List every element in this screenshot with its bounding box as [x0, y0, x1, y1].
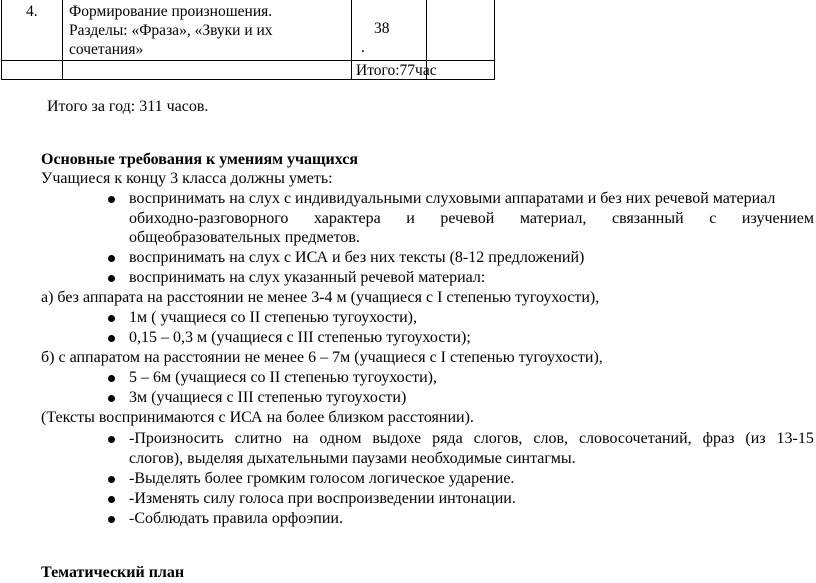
bullet-icon [108, 255, 115, 262]
item-a: а) без аппарата на расстоянии не менее 3-4 м (учащиеся с I степенью тугоухости), [41, 289, 600, 306]
bullet-icon [108, 315, 115, 322]
next-section-title: Тематический план [41, 564, 185, 581]
row-hours-dot: . [361, 39, 365, 56]
bullet-icon [108, 335, 115, 342]
word: выдохе [372, 430, 422, 447]
requirement-text-justified [129, 209, 814, 229]
table-col-line [351, 0, 352, 80]
word: (из [745, 430, 766, 447]
skill-text: -Изменять силу голоса при воспроизведении интонации. [129, 490, 516, 507]
word: словосочетаний, [578, 430, 692, 447]
row-title-line: сочетания» [69, 41, 144, 58]
skill-text: -Выделять более громким голосом логическое ударение. [129, 470, 515, 487]
intro-text: Учащиеся к концу 3 класса должны уметь: [41, 170, 333, 187]
bullet-icon [108, 395, 115, 402]
distance-text: 3м (учащиеся с III степенью тугоухости) [129, 389, 407, 406]
bullet-icon [108, 275, 115, 282]
row-hours: 38 [374, 20, 390, 37]
item-b: б) с аппаратом на расстоянии не менее 6 – 7м (учащиеся с I степенью тугоухости), [41, 349, 603, 366]
word: ряда [432, 430, 463, 447]
word: связанный [612, 210, 684, 227]
requirement-text: воспринимать на слух с ИСА и без них тексты (8-12 предложений) [129, 249, 585, 266]
table-col-line [494, 0, 495, 80]
word: -Произносить [129, 430, 224, 447]
bullet-icon [108, 375, 115, 382]
word: 13-15 [776, 430, 814, 447]
row-title-line: Формирование произношения. [69, 3, 273, 20]
bullet-icon [108, 196, 115, 203]
distance-text: 1м ( учащиеся со II степенью тугоухости), [129, 309, 417, 326]
total-hours-label: Итого:77час [356, 62, 437, 79]
table-col-line [62, 0, 63, 80]
word: слов, [533, 430, 568, 447]
bullet-icon [108, 436, 115, 443]
texts-note: (Тексты воспринимаются с ИСА на более близком расстоянии). [41, 409, 474, 426]
year-total: Итого за год: 311 часов. [47, 98, 209, 115]
requirement-text: общеобразовательных предметов. [129, 229, 360, 246]
word: обиходно-разговорного [129, 210, 289, 227]
word: речевой [440, 210, 495, 227]
row-number: 4. [26, 3, 38, 20]
word: материал, [519, 210, 587, 227]
word: слитно [234, 430, 282, 447]
row-title-line: Разделы: «Фраза», «Звуки и их [69, 22, 273, 39]
word: характера [313, 210, 381, 227]
table-col-line [1, 0, 2, 80]
word: и [406, 210, 415, 227]
bullet-icon [108, 476, 115, 483]
bullet-icon [108, 496, 115, 503]
requirement-text: воспринимать на слух указанный речевой материал: [129, 269, 486, 286]
word: изучением [741, 210, 814, 227]
skill-text: слогов), выделяя дыхательными паузами необходимые синтагмы. [129, 450, 576, 467]
distance-text: 0,15 – 0,3 м (учащиеся с III степенью тугоухости); [129, 329, 471, 346]
word: с [709, 210, 717, 227]
word: на [292, 430, 309, 447]
word: фраз [702, 430, 735, 447]
section-title: Основные требования к умениям учащихся [41, 151, 359, 168]
distance-text: 5 – 6м (учащиеся со II степенью тугоухости), [129, 369, 437, 386]
word: одном [319, 430, 362, 447]
skill-text-justified [129, 429, 814, 449]
hours-table [0, 0, 816, 80]
bullet-icon [108, 516, 115, 523]
word: слогов, [473, 430, 523, 447]
skill-text: -Соблюдать правила орфоэпии. [129, 510, 343, 527]
requirement-text: воспринимать на слух с индивидуальными слуховыми аппаратами и без них речевой материал [129, 190, 776, 207]
